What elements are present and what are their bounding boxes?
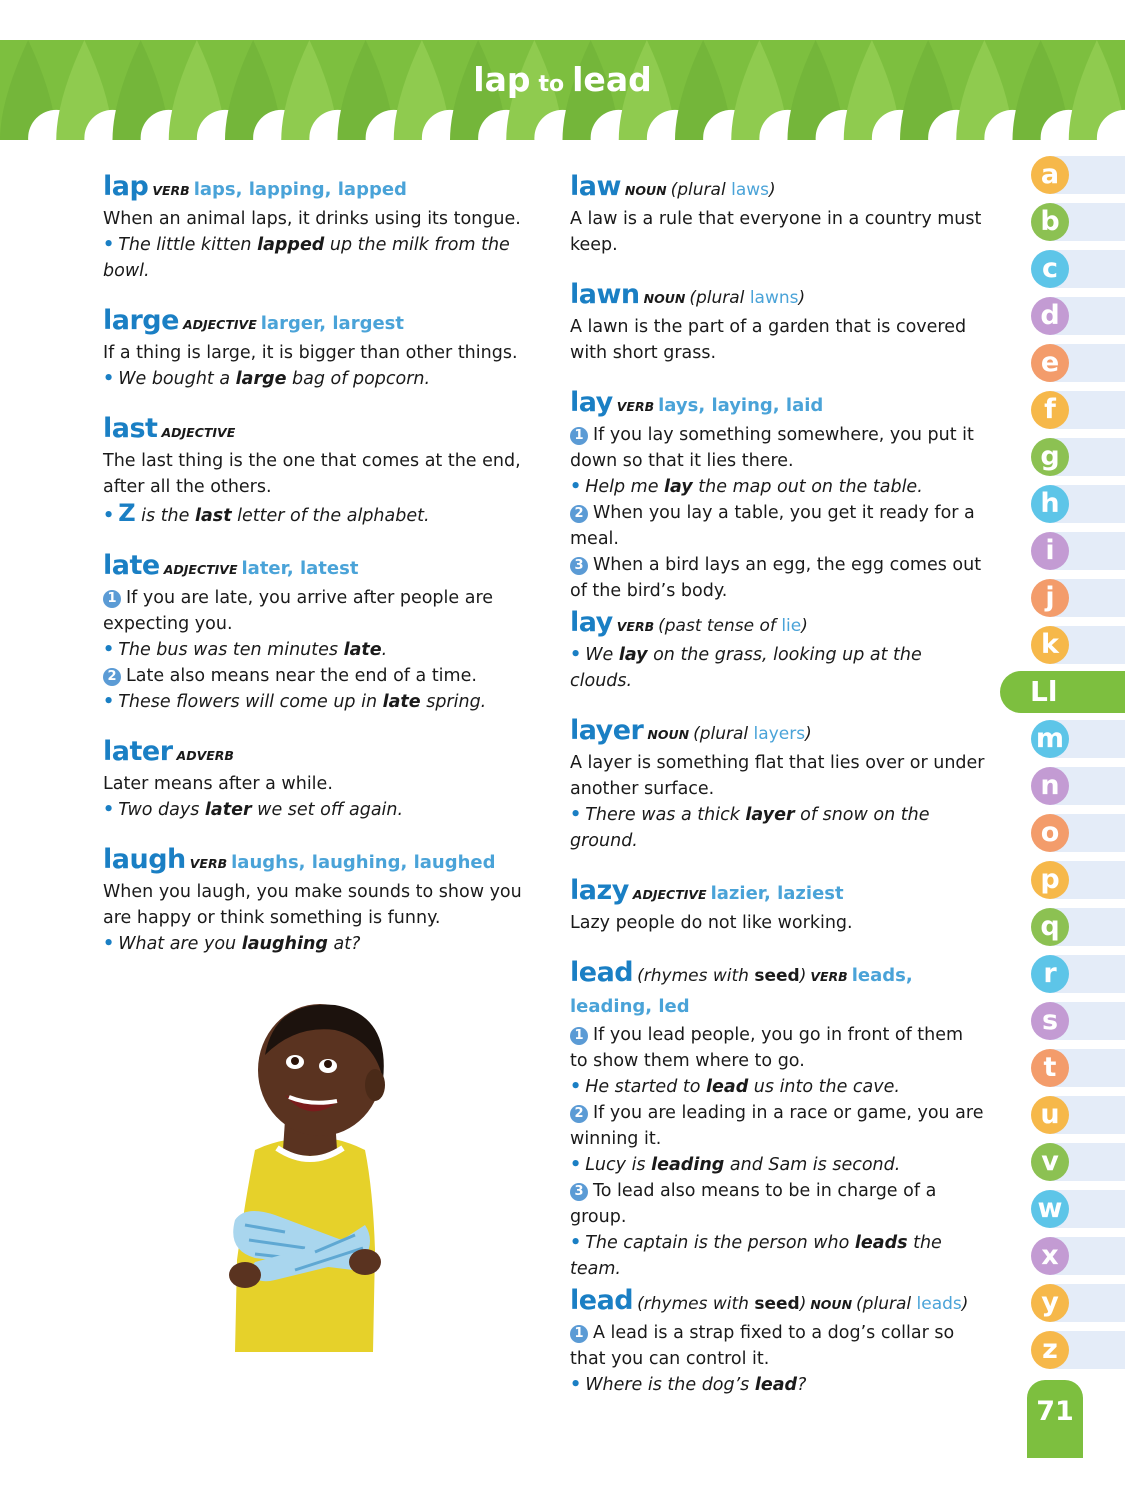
alphabet-tab-d[interactable] bbox=[1000, 293, 1125, 340]
alphabet-tab-i[interactable] bbox=[1000, 528, 1125, 575]
tab-letter: c bbox=[1031, 250, 1069, 288]
part-of-speech: ADJECTIVE bbox=[182, 317, 257, 332]
tab-letter: f bbox=[1031, 391, 1069, 429]
example-1: • Help me lay the map out on the table. bbox=[570, 477, 923, 497]
word-forms: later, latest bbox=[241, 558, 359, 579]
alphabet-tab-active[interactable] bbox=[1000, 669, 1125, 716]
tab-letter: x bbox=[1031, 1237, 1069, 1275]
part-of-speech: NOUN bbox=[647, 727, 690, 742]
alphabet-tab-g[interactable] bbox=[1000, 434, 1125, 481]
entry-law bbox=[570, 172, 985, 258]
tab-letter: d bbox=[1031, 297, 1069, 335]
example-2: • Lucy is leading and Sam is second. bbox=[570, 1155, 901, 1175]
example: • Z is the last letter of the alphabet. bbox=[103, 499, 430, 527]
tab-letter: y bbox=[1031, 1284, 1069, 1322]
entry-large bbox=[103, 306, 523, 392]
tab-letter: a bbox=[1031, 156, 1069, 194]
alphabet-tab-m[interactable] bbox=[1000, 716, 1125, 763]
plural-note: (plural laws) bbox=[670, 180, 776, 200]
tab-letter: e bbox=[1031, 344, 1069, 382]
tab-letter: r bbox=[1031, 955, 1069, 993]
alphabet-tab-y[interactable] bbox=[1000, 1280, 1125, 1327]
part-of-speech: VERB bbox=[152, 183, 190, 198]
example: • The little kitten lapped up the milk from the bowl. bbox=[103, 235, 510, 281]
definition: If a thing is large, it is bigger than other things. bbox=[103, 343, 518, 363]
tab-letter: q bbox=[1031, 908, 1069, 946]
pronunciation-note: (rhymes with seed) bbox=[637, 966, 807, 986]
part-of-speech: ADJECTIVE bbox=[163, 562, 238, 577]
alphabet-tab-c[interactable] bbox=[1000, 246, 1125, 293]
entry-lead-verb bbox=[570, 958, 985, 1282]
definition: Lazy people do not like working. bbox=[570, 913, 853, 933]
headword: layer bbox=[570, 715, 644, 746]
alphabet-tab-k[interactable] bbox=[1000, 622, 1125, 669]
part-of-speech: VERB bbox=[616, 399, 655, 414]
title-to: to bbox=[538, 72, 565, 97]
tab-letter: t bbox=[1031, 1049, 1069, 1087]
part-of-speech: VERB bbox=[616, 619, 655, 634]
definition: A lawn is the part of a garden that is covered with short grass. bbox=[570, 317, 967, 363]
alphabet-tab-h[interactable] bbox=[1000, 481, 1125, 528]
headword: lay bbox=[570, 387, 613, 418]
entry-lawn bbox=[570, 280, 985, 366]
entry-last bbox=[103, 414, 523, 529]
left-column bbox=[103, 172, 523, 979]
entry-lap bbox=[103, 172, 523, 284]
headword: later bbox=[103, 736, 173, 767]
example: • What are you laughing at? bbox=[103, 934, 361, 954]
headword: lead bbox=[570, 957, 634, 988]
plural-note: (plural lawns) bbox=[689, 288, 806, 308]
tab-letter: s bbox=[1031, 1002, 1069, 1040]
part-of-speech: NOUN bbox=[624, 183, 667, 198]
sense-2: 2 When you lay a table, you get it ready for a meal. bbox=[570, 503, 975, 549]
page-number: 71 bbox=[1027, 1380, 1083, 1458]
pronunciation-note: (rhymes with seed) bbox=[637, 1294, 807, 1314]
alphabet-tab-u[interactable] bbox=[1000, 1092, 1125, 1139]
tab-letter: w bbox=[1031, 1190, 1069, 1228]
word-forms: leads, leading, led bbox=[570, 965, 913, 1017]
sense-1: 1 If you lead people, you go in front of them to show them where to go. bbox=[570, 1025, 964, 1071]
part-of-speech: ADJECTIVE bbox=[632, 887, 707, 902]
title-first-word: lap bbox=[473, 60, 531, 99]
tab-letter: n bbox=[1031, 767, 1069, 805]
tab-letter: p bbox=[1031, 861, 1069, 899]
page-title bbox=[0, 60, 1125, 99]
laughing-boy-illustration bbox=[215, 1000, 405, 1352]
headword: lay bbox=[570, 607, 613, 638]
alphabet-tab-b[interactable] bbox=[1000, 199, 1125, 246]
example: • We lay on the grass, looking up at the clouds. bbox=[570, 645, 922, 691]
tab-letter: b bbox=[1031, 203, 1069, 241]
example: • Two days later we set off again. bbox=[103, 800, 404, 820]
word-forms: laughs, laughing, laughed bbox=[231, 852, 496, 873]
alphabet-tab-s[interactable] bbox=[1000, 998, 1125, 1045]
word-forms: lazier, laziest bbox=[710, 883, 844, 904]
alphabet-tab-x[interactable] bbox=[1000, 1233, 1125, 1280]
entry-late bbox=[103, 551, 523, 715]
tab-letter: k bbox=[1031, 626, 1069, 664]
tab-letter: g bbox=[1031, 438, 1069, 476]
headword: lazy bbox=[570, 875, 629, 906]
alphabet-tab-r[interactable] bbox=[1000, 951, 1125, 998]
entry-layer bbox=[570, 716, 985, 854]
headword: last bbox=[103, 413, 158, 444]
word-forms: laps, lapping, lapped bbox=[193, 179, 407, 200]
part-of-speech: NOUN bbox=[643, 291, 686, 306]
tab-letter: o bbox=[1031, 814, 1069, 852]
sense-3: 3 To lead also means to be in charge of a group. bbox=[570, 1181, 937, 1227]
sense-2: 2 If you are leading in a race or game, you are winning it. bbox=[570, 1103, 984, 1149]
alphabet-tab-e[interactable] bbox=[1000, 340, 1125, 387]
definition: When you laugh, you make sounds to show you are happy or think something is funny. bbox=[103, 882, 522, 928]
alphabet-index bbox=[1000, 152, 1125, 1374]
part-of-speech: ADVERB bbox=[176, 748, 234, 763]
example-2: • These flowers will come up in late spring. bbox=[103, 692, 487, 712]
plural-note: (plural leads) bbox=[856, 1294, 969, 1314]
tab-letter: m bbox=[1031, 720, 1069, 758]
example-3: • The captain is the person who leads the team. bbox=[570, 1233, 942, 1279]
word-forms: lays, laying, laid bbox=[658, 395, 824, 416]
alphabet-tab-o[interactable] bbox=[1000, 810, 1125, 857]
tab-letter: u bbox=[1031, 1096, 1069, 1134]
sense-1: 1 If you lay something somewhere, you put it down so that it lies there. bbox=[570, 425, 974, 471]
part-of-speech: VERB bbox=[810, 969, 848, 984]
alphabet-tab-q[interactable] bbox=[1000, 904, 1125, 951]
word-forms: larger, largest bbox=[260, 313, 404, 334]
definition: Later means after a while. bbox=[103, 774, 333, 794]
alphabet-tab-z[interactable] bbox=[1000, 1327, 1125, 1374]
example: • We bought a large bag of popcorn. bbox=[103, 369, 431, 389]
alphabet-tab-n[interactable] bbox=[1000, 763, 1125, 810]
entry-lead-noun bbox=[570, 1286, 985, 1398]
alphabet-tab-f[interactable] bbox=[1000, 387, 1125, 434]
part-of-speech: ADJECTIVE bbox=[161, 425, 236, 440]
definition: A layer is something flat that lies over or under another surface. bbox=[570, 753, 985, 799]
headword: lap bbox=[103, 171, 149, 202]
title-last-word: lead bbox=[572, 60, 652, 99]
right-column bbox=[570, 172, 985, 1420]
example: • There was a thick layer of snow on the ground. bbox=[570, 805, 930, 851]
tense-note: (past tense of lie) bbox=[658, 616, 808, 636]
example-1: • He started to lead us into the cave. bbox=[570, 1077, 900, 1097]
sense-2: 2 Late also means near the end of a time. bbox=[103, 663, 523, 689]
alphabet-tab-v[interactable] bbox=[1000, 1139, 1125, 1186]
example-1: • The bus was ten minutes late. bbox=[103, 640, 388, 660]
alphabet-tab-p[interactable] bbox=[1000, 857, 1125, 904]
headword: large bbox=[103, 305, 179, 336]
sense-1: 1 A lead is a strap fixed to a dog’s collar so that you can control it. bbox=[570, 1323, 955, 1369]
headword: lead bbox=[570, 1285, 634, 1316]
entry-lay-past bbox=[570, 608, 985, 694]
entry-later bbox=[103, 737, 523, 823]
definition: When an animal laps, it drinks using its tongue. bbox=[103, 209, 521, 229]
definition: A law is a rule that everyone in a country must keep. bbox=[570, 209, 982, 255]
sense-1: 1 If you are late, you arrive after people are expecting you. bbox=[103, 588, 494, 634]
headword: lawn bbox=[570, 279, 640, 310]
example: • Where is the dog’s lead? bbox=[570, 1375, 807, 1395]
tab-letter: j bbox=[1031, 579, 1069, 617]
tab-letter: v bbox=[1031, 1143, 1069, 1181]
entry-lazy bbox=[570, 876, 985, 936]
active-letter: Ll bbox=[1000, 671, 1125, 713]
plural-note: (plural layers) bbox=[693, 724, 812, 744]
alphabet-tab-t[interactable] bbox=[1000, 1045, 1125, 1092]
headword: laugh bbox=[103, 844, 186, 875]
entry-lay-verb bbox=[570, 388, 985, 604]
headword: law bbox=[570, 171, 621, 202]
tab-letter: i bbox=[1031, 532, 1069, 570]
definition: The last thing is the one that comes at the end, after all the others. bbox=[103, 451, 521, 497]
headword: late bbox=[103, 550, 160, 581]
entry-laugh bbox=[103, 845, 523, 957]
alphabet-tab-w[interactable] bbox=[1000, 1186, 1125, 1233]
sense-3: 3 When a bird lays an egg, the egg comes out of the bird’s body. bbox=[570, 555, 982, 601]
tab-letter: z bbox=[1031, 1331, 1069, 1369]
part-of-speech: VERB bbox=[189, 856, 228, 871]
part-of-speech: NOUN bbox=[810, 1297, 853, 1312]
tab-letter: h bbox=[1031, 485, 1069, 523]
alphabet-tab-a[interactable] bbox=[1000, 152, 1125, 199]
alphabet-tab-j[interactable] bbox=[1000, 575, 1125, 622]
